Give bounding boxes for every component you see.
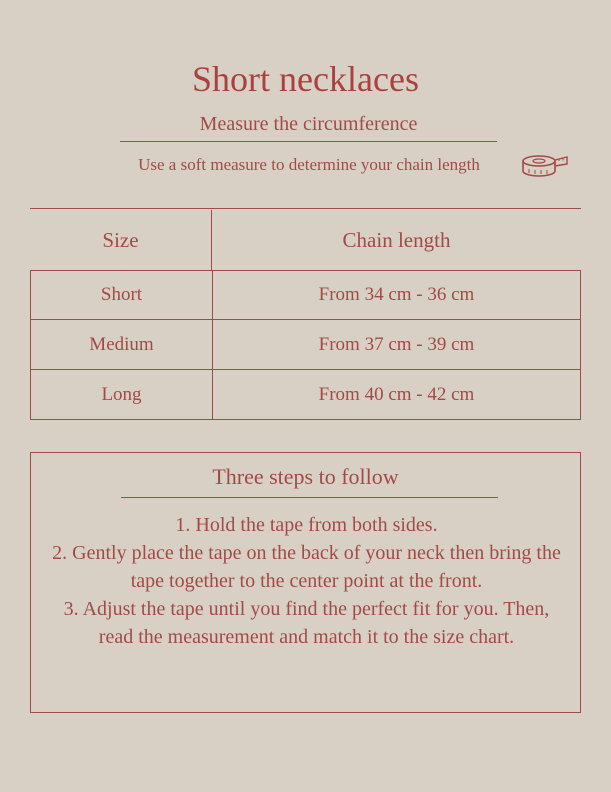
length-cell: From 37 cm - 39 cm (318, 333, 475, 355)
page-title: Short necklaces (192, 59, 419, 99)
table-row (30, 320, 581, 370)
table-row (30, 270, 581, 320)
steps-title: Three steps to follow (212, 464, 399, 489)
steps-divider (121, 497, 498, 498)
length-cell: From 34 cm - 36 cm (318, 284, 475, 305)
step-item: 2. Gently place the tape on the back of your neck then bring the tape together to the center point at the front. (52, 542, 561, 592)
length-cell: From 40 cm - 42 cm (318, 383, 475, 405)
size-column-header: Size (102, 227, 139, 252)
table-header-row (30, 210, 581, 270)
measuring-tape-icon (521, 152, 571, 182)
step-item: 1. Hold the tape from both sides. (175, 514, 438, 536)
measure-instruction: Use a soft measure to determine your chain length (138, 155, 480, 174)
chain-length-column-header: Chain length (342, 227, 451, 252)
size-cell: Short (100, 284, 143, 305)
steps-list (49, 511, 564, 651)
step-item: 3. Adjust the tape until you find the perfect fit for you. Then, read the measurement and match it to the size chart. (63, 598, 550, 648)
size-chart-table (30, 210, 581, 420)
size-cell: Long (101, 383, 142, 405)
size-cell: Medium (89, 333, 154, 355)
steps-panel (30, 452, 581, 713)
table-row (30, 370, 581, 420)
section-subtitle: Measure the circumference (199, 113, 418, 135)
subtitle-divider (120, 141, 497, 142)
table-top-divider (30, 208, 581, 209)
